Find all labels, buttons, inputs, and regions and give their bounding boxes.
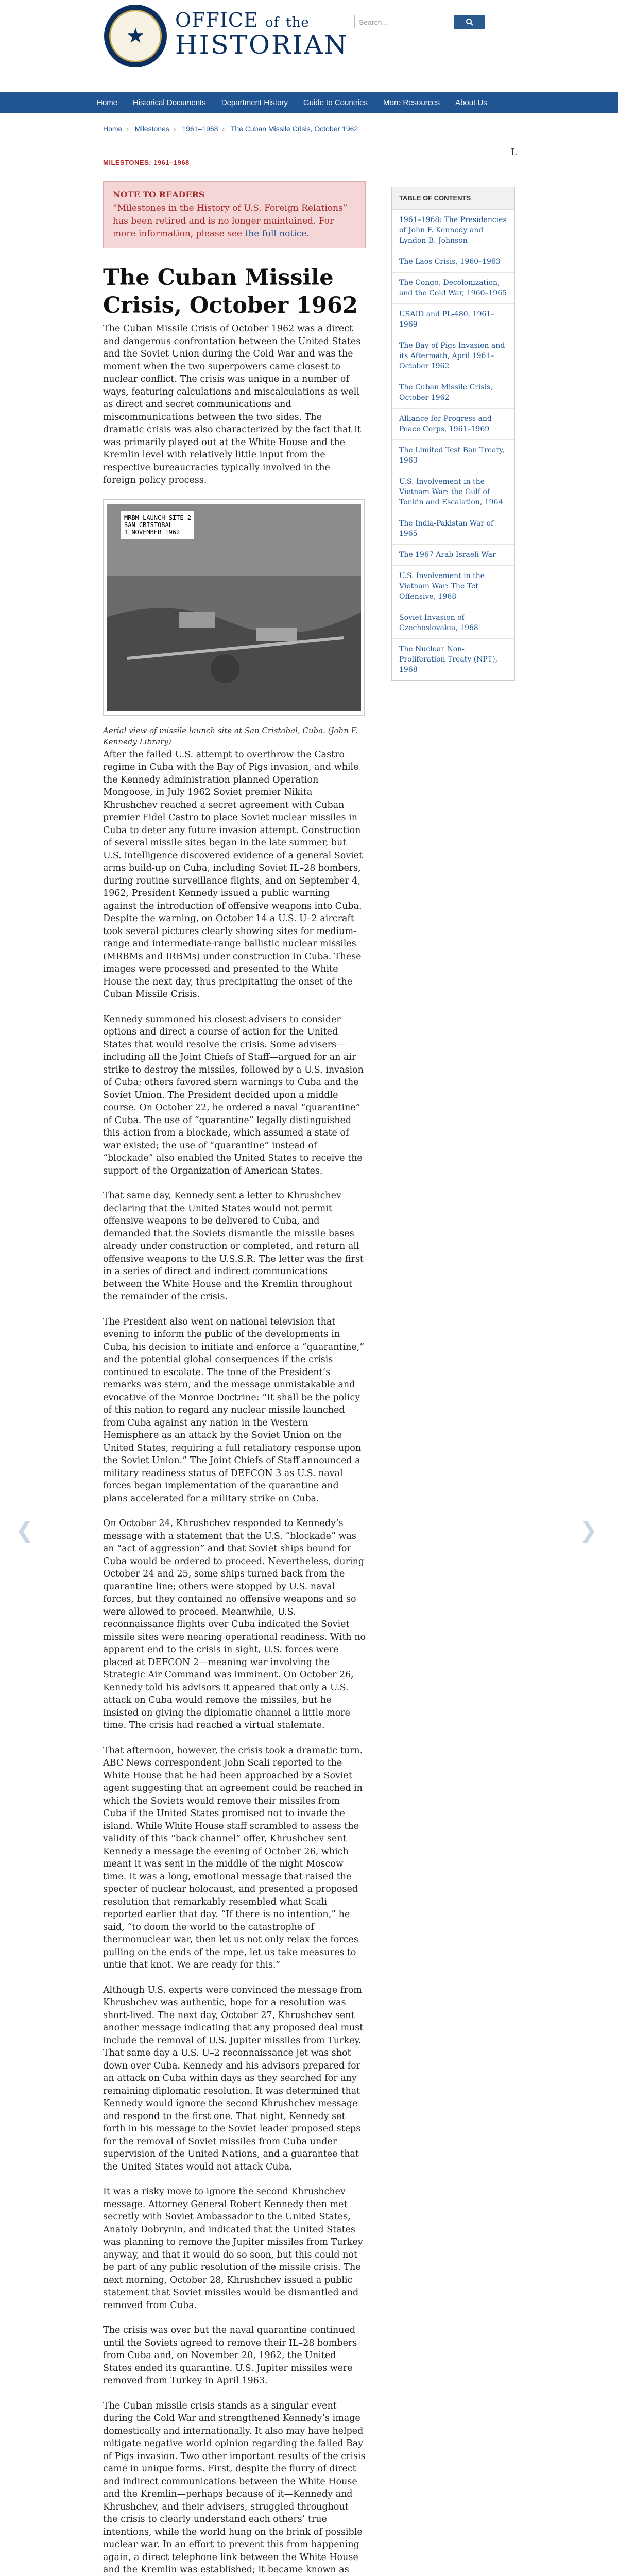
- breadcrumb-current[interactable]: The Cuban Missile Crisis, October 1962: [230, 125, 358, 133]
- toc-item[interactable]: Soviet Invasion of Czechoslovakia, 1968: [392, 607, 514, 639]
- photo-figure: [103, 499, 365, 716]
- toc-item[interactable]: U.S. Involvement in the Vietnam War: the Gulf of Tonkin and Escalation, 1964: [392, 471, 514, 513]
- next-arrow-icon[interactable]: ❯: [579, 1517, 598, 1543]
- main-nav: [0, 92, 618, 113]
- site-header: [0, 0, 618, 87]
- milestones-label[interactable]: MILESTONES: 1961–1968: [103, 159, 190, 166]
- photo-stamp: MRBM LAUNCH SITE 2 SAN CRISTOBAL 1 NOVEMBER 1962: [121, 511, 194, 539]
- breadcrumb-period[interactable]: 1961–1968: [182, 125, 218, 133]
- prev-arrow-icon[interactable]: ❮: [15, 1517, 34, 1543]
- toc-item[interactable]: Alliance for Progress and Peace Corps, 1961–1969: [392, 409, 514, 440]
- breadcrumb-home[interactable]: Home: [103, 125, 123, 133]
- aerial-terrain: [107, 504, 361, 711]
- photo-caption: Aerial view of missile launch site at San Cristobal, Cuba. (John F. Kennedy Library): [103, 725, 358, 747]
- toc-item[interactable]: The Limited Test Ban Treaty, 1963: [392, 440, 514, 471]
- paragraph: Although U.S. experts were convinced the message from Khrushchev was authentic, hope for a resolution was short-lived. The next day, October 27, Khrushchev sent another message indicating that any proposed deal must include the removal of U.S. Jupiter missiles from Turkey. That same day a U.S. U–2 reconnaissance jet was shot down over Cuba. Kennedy and his advisors prepared for an attack on Cuba within days as they searched for any remaining diplomatic resolution. It was determined that Kennedy would ignore the second Khrushchev message and respond to the first one. That night, Kennedy set forth in his message to the Soviet leader proposed steps for the removal of Soviet missiles from Cuba under supervision of the United Nations, and a guarantee that the United States would not attack Cuba.: [103, 1985, 364, 2172]
- nav-department-history[interactable]: Department History: [221, 98, 288, 107]
- nav-more-resources[interactable]: More Resources: [383, 98, 440, 107]
- breadcrumb-milestones[interactable]: Milestones: [134, 125, 169, 133]
- main-content: [103, 181, 366, 2576]
- paragraph: The Cuban missile crisis stands as a singular event during the Cold War and strengthened Kennedy’s image domestically and internationally. It also may have helped mitigate negative world opinion regarding the failed Bay of Pigs invasion. Two other important results of the crisis came in unique forms. First, despite the flurry of direct and indirect communications between the White House and the Kremlin—perhaps because of it—Kennedy and Khrushchev, and their advisers, struggled throughout the crisis to clearly understand each others’ true intentions, while the world hung on the brink of possible nuclear war. In an effort to prevent this from happening again, a direct telephone link between the White House and the Kremlin was established; it became known as: [103, 2400, 366, 2575]
- paragraph: The Cuban Missile Crisis of October 1962 was a direct and dangerous confrontation between the United States and the Soviet Union during the Cold War and was the moment when the two superpowers came closest to nuclear conflict. The crisis was unique in a number of ways, featuring calculations and miscalculations as well as direct and secret communications and miscommunications between the two sides. The dramatic crisis was also characterized by the fact that it was primarily played out at the White House and the Kremlin level with relatively little input from the respective bureaucracies typically involved in the foreign policy process.: [103, 324, 361, 485]
- page-title: The Cuban Missile Crisis, October 1962: [103, 265, 358, 318]
- table-of-contents: [391, 187, 515, 681]
- paragraph: The crisis was over but the naval quarantine continued until the Soviets agreed to remove their IL–28 bombers from Cuba and, on November 20, 1962, the United States ended its quarantine. U.S. Jupiter missiles were removed from Turkey in April 1963.: [103, 2325, 357, 2386]
- paragraph: Kennedy summoned his closest advisers to consider options and direct a course of action for the United States that would resolve the crisis. Some advisers—including all the Joint Chiefs of Staff—argued for an air strike to destroy the missiles, followed by a U.S. invasion of Cuba; others favored stern warnings to Cuba and the Soviet Union. The President decided upon a middle course. On October 22, he ordered a naval “quarantine” of Cuba. The use of “quarantine” legally distinguished this action from a blockade, which assumed a state of war existed; the use of “quarantine” instead of “blockade” also enabled the United States to receive the support of the Organization of American States.: [103, 1014, 364, 1176]
- nav-home[interactable]: Home: [97, 98, 118, 107]
- toc-item[interactable]: 1961–1968: The Presidencies of John F. Kennedy and Lyndon B. Johnson: [392, 210, 514, 251]
- toc-item[interactable]: The Bay of Pigs Invasion and its Aftermath, April 1961–October 1962: [392, 335, 514, 377]
- department-seal-icon[interactable]: ★: [104, 5, 167, 67]
- search-button[interactable]: [454, 15, 485, 29]
- paragraph: That afternoon, however, the crisis took a dramatic turn. ABC News correspondent John Scali reported to the White House that he had been approached by a Soviet agent suggesting that an agreement could be reached in which the Soviets would remove their missiles from Cuba if the United States promised not to invade the island. While White House staff scrambled to assess the validity of this “back channel” offer, Khrushchev sent Kennedy a message the evening of October 26, which meant it was sent in the middle of the night Moscow time. It was a long, emotional message that raised the specter of nuclear holocaust, and presented a proposed resolution that remarkably resembled what Scali reported earlier that day. “If there is no intention,” he said, “to doom the world to the catastrophe of thermonuclear war, then let us not only relax the forces pulling on the ends of the rope, let us take measures to untie that knot. We are ready for this.”: [103, 1745, 363, 1970]
- toc-heading: TABLE OF CONTENTS: [392, 187, 514, 210]
- nav-about-us[interactable]: About Us: [455, 98, 487, 107]
- search-input[interactable]: Search...: [354, 15, 454, 28]
- full-notice-link[interactable]: the full notice: [245, 229, 307, 239]
- nav-guide-to-countries[interactable]: Guide to Countries: [303, 98, 368, 107]
- paragraph: After the failed U.S. attempt to overthrow the Castro regime in Cuba with the Bay of Pigs invasion, and while the Kennedy administration planned Operation Mongoose, in July 1962 Soviet premier Nikita Khrushchev reached a secret agreement with Cuban premier Fidel Castro to place Soviet nuclear missiles in Cuba to deter any future invasion attempt. Construction of several missile sites began in the late summer, but U.S. intelligence discovered evidence of a general Soviet arms build-up on Cuba, including Soviet IL–28 bombers, during routine surveillance flights, and on September 4, 1962, President Kennedy issued a public warning against the introduction of offensive weapons into Cuba. Despite the warning, on October 14 a U.S. U–2 aircraft took several pictures clearly showing sites for medium-range and intermediate-range ballistic nuclear missiles (MRBMs and IRBMs) under construction in Cuba. These images were processed and presented to the White House the next day, thus precipitating the onset of the Cuban Missile Crisis.: [103, 749, 363, 999]
- paragraph: It was a risky move to ignore the second Khrushchev message. Attorney General Robert Kennedy then met secretly with Soviet Ambassador to the United States, Anatoly Dobrynin, and indicated that the United States was planning to remove the Jupiter missiles from Turkey anyway, and that it would do so soon, but this could not be part of any public resolution of the missile crisis. The next morning, October 28, Khrushchev issued a public statement that Soviet missiles would be dismantled and removed from Cuba.: [103, 2187, 363, 2311]
- note-to-readers: NOTE TO READERS “Milestones in the History of U.S. Foreign Relations” has been retired and is no longer maintained. For more information, please see the full notice.: [103, 181, 366, 248]
- paragraph: On October 24, Khrushchev responded to Kennedy’s message with a statement that the U.S. “blockade” was an “act of aggression” and that Soviet ships bound for Cuba would be ordered to proceed. Nevertheless, during October 24 and 25, some ships turned back from the quarantine line; others were stopped by U.S. naval forces, but they contained no offensive weapons and so were allowed to proceed. Meanwhile, U.S. reconnaissance flights over Cuba indicated the Soviet missile sites were nearing operational readiness. With no apparent end to the crisis in sight, U.S. forces were placed at DEFCON 2—meaning war involving the Strategic Air Command was imminent. On October 26, Kennedy told his advisors it appeared that only a U.S. attack on Cuba would remove the missiles, but he insisted on giving the diplomatic channel a little more time. The crisis had reached a virtual stalemate.: [103, 1518, 366, 1731]
- missile-site-photo[interactable]: [107, 504, 361, 711]
- toc-item-current[interactable]: The Cuban Missile Crisis, October 1962: [392, 377, 514, 409]
- toc-item[interactable]: USAID and PL-480, 1961–1969: [392, 304, 514, 335]
- site-title[interactable]: OFFICE of the HISTORIAN: [175, 9, 349, 60]
- nav-historical-documents[interactable]: Historical Documents: [133, 98, 206, 107]
- toc-item[interactable]: The Laos Crisis, 1960–1963: [392, 251, 514, 273]
- toc-item[interactable]: The Congo, Decolonization, and the Cold War, 1960–1965: [392, 273, 514, 304]
- toc-item[interactable]: The India-Pakistan War of 1965: [392, 513, 514, 545]
- toc-item[interactable]: The 1967 Arab-Israeli War: [392, 545, 514, 566]
- paragraph: The President also went on national television that evening to inform the public of the developments in Cuba, his decision to initiate and enforce a “quarantine,” and the potential global consequences if the crisis continued to escalate. The tone of the President’s remarks was stern, and the message unmistakable and evocative of the Monroe Doctrine: “It shall be the policy of this nation to regard any nuclear missile launched from Cuba against any nation in the Western Hemisphere as an attack by the Soviet Union on the United States, requiring a full retaliatory response upon the Soviet Union.” The Joint Chiefs of Staff announced a military readiness status of DEFCON 3 as U.S. naval forces began implementation of the quarantine and plans accelerated for a military strike on Cuba.: [103, 1316, 365, 1504]
- search-icon: [466, 18, 474, 26]
- paragraph: That same day, Kennedy sent a letter to Khrushchev declaring that the United States would not permit offensive weapons to be delivered to Cuba, and demanded that the Soviets dismantle the missile bases already under construction or completed, and return all offensive weapons to the U.S.S.R. The letter was the first in a series of direct and indirect communications between the White House and the Kremlin throughout the remainder of the crisis.: [103, 1191, 364, 1302]
- toc-item[interactable]: The Nuclear Non-Proliferation Treaty (NPT), 1968: [399, 645, 498, 674]
- toc-item[interactable]: U.S. Involvement in the Vietnam War: The Tet Offensive, 1968: [392, 566, 514, 607]
- cursor-mark: L: [511, 147, 517, 158]
- breadcrumb: Home › Milestones › 1961–1968 › The Cuban Missile Crisis, October 1962: [103, 125, 358, 133]
